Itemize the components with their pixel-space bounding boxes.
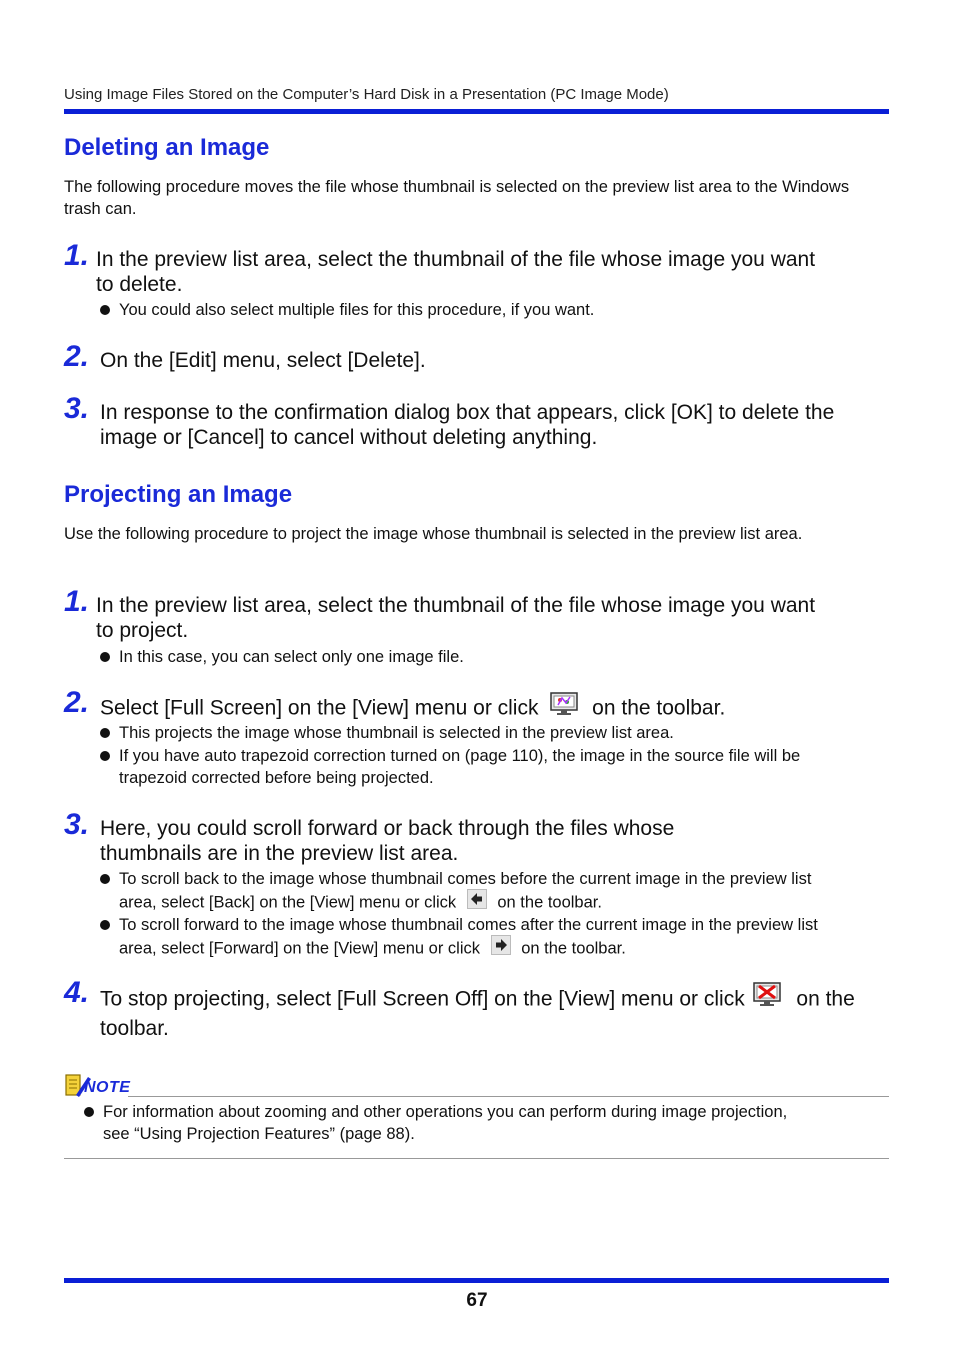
section-title-deleting: Deleting an Image bbox=[64, 134, 270, 161]
full-screen-off-icon bbox=[753, 982, 783, 1014]
bullet-item: You could also select multiple files for this procedure, if you want. bbox=[100, 299, 840, 321]
section-title-projecting: Projecting an Image bbox=[64, 481, 293, 508]
note-label: NOTE bbox=[84, 1079, 131, 1096]
step-text: In response to the confirmation dialog box that appears, click [OK] to delete the image or [Cancel] to cancel without deleting anything. bbox=[100, 401, 835, 449]
bullet-item: In this case, you can select only one image file. bbox=[100, 646, 840, 668]
header-rule bbox=[64, 109, 889, 114]
step-number: 3. bbox=[64, 392, 90, 425]
step-text: To stop projecting, select [Full Screen Off] on the [View] menu or click on the toolbar. bbox=[100, 984, 860, 1041]
step-text: On the [Edit] menu, select [Delete]. bbox=[100, 349, 426, 372]
step-number: 1. bbox=[64, 585, 90, 618]
full-screen-icon bbox=[550, 692, 580, 722]
note-bullet: For information about zooming and other operations you can perform during image projection, see “Using Projection Features” (page 88). bbox=[84, 1101, 804, 1145]
step-number: 3. bbox=[64, 808, 90, 841]
bullet-dot bbox=[100, 305, 110, 315]
step-text: In the preview list area, select the thumbnail of the file whose image you want to delete. bbox=[96, 248, 816, 296]
footer-rule bbox=[64, 1278, 889, 1283]
step-text: Select [Full Screen] on the [View] menu or click on the toolbar. bbox=[100, 694, 860, 724]
bullet-dot bbox=[100, 728, 110, 738]
bullet-item: This projects the image whose thumbnail is selected in the preview list area. bbox=[100, 722, 840, 744]
bullet-dot bbox=[100, 652, 110, 662]
projecting-intro: Use the following procedure to project the image whose thumbnail is selected in the preview list area. bbox=[64, 525, 803, 543]
bullet-dot bbox=[84, 1107, 94, 1117]
step-number: 1. bbox=[64, 239, 90, 272]
bullet-item: If you have auto trapezoid correction turned on (page 110), the image in the source file will be trapezoid corrected before being projected. bbox=[100, 745, 825, 789]
step-number: 2. bbox=[64, 340, 90, 373]
bullet-dot bbox=[100, 751, 110, 761]
note-rule-bottom bbox=[64, 1158, 889, 1159]
bullet-dot bbox=[100, 920, 110, 930]
bullet-dot bbox=[100, 874, 110, 884]
page-number: 67 bbox=[466, 1290, 488, 1311]
step-number: 2. bbox=[64, 686, 90, 719]
note-rule-top bbox=[128, 1096, 889, 1097]
back-arrow-icon bbox=[467, 889, 487, 915]
bullet-item: To scroll back to the image whose thumbnail comes before the current image in the preview list area, select [Back] on the [View] menu or click on the toolbar. bbox=[100, 868, 830, 916]
forward-arrow-icon bbox=[491, 935, 511, 961]
step-text: Here, you could scroll forward or back through the files whose thumbnails are in the preview list area. bbox=[100, 817, 675, 865]
bullet-item: To scroll forward to the image whose thumbnail comes after the current image in the preview list area, select [Forward] on the [View] menu or click on the toolbar. bbox=[100, 914, 830, 962]
running-header: Using Image Files Stored on the Computer’s Hard Disk in a Presentation (PC Image Mode) bbox=[64, 86, 669, 103]
step-text: In the preview list area, select the thumbnail of the file whose image you want to project. bbox=[96, 594, 816, 642]
deleting-intro: The following procedure moves the file whose thumbnail is selected on the preview list area to the Windows trash can. bbox=[64, 178, 850, 218]
step-number: 4. bbox=[64, 976, 90, 1009]
